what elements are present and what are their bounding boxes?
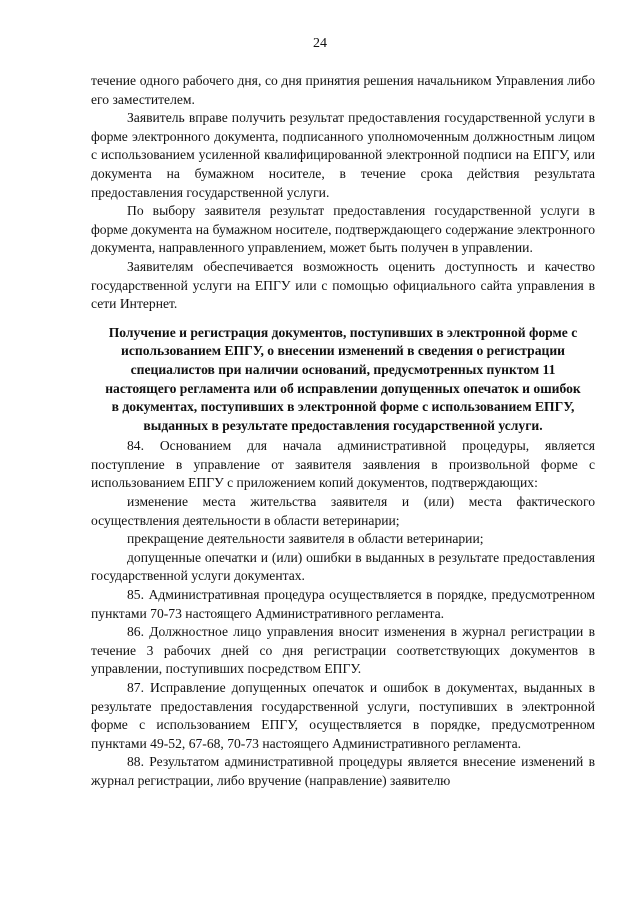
paragraph: 86. Должностное лицо управления вносит изменения в журнал регистрации в течение 3 рабочих дней со дня регистрации соответствующих документов в управлении, поступивших посредством ЕПГУ. (91, 624, 595, 677)
page-number: 24 (313, 36, 327, 51)
paragraphs-after (91, 437, 595, 790)
paragraph: 85. Административная процедура осуществляется в порядке, предусмотренном пунктами 70-73 настоящего Административного регламента. (91, 587, 595, 621)
paragraph: прекращение деятельности заявителя в области ветеринарии; (127, 531, 484, 547)
paragraph: допущенные опечатки и (или) ошибки в выданных в результате предоставления государственной услуги документах. (91, 549, 595, 584)
paragraph: 88. Результатом административной процедуры является внесение изменений в журнал регистрации, либо вручение (направление) заявителю (91, 754, 595, 788)
paragraph: изменение места жительства заявителя и (или) места фактического осуществления деятельности в области ветеринарии; (91, 494, 595, 528)
paragraph: Заявителям обеспечивается возможность оценить доступность и качество государственной услуги на ЕПГУ или с помощью официального сайта управления в сети Интернет. (91, 258, 595, 312)
paragraph: 87. Исправление допущенных опечаток и ошибок в документах, выданных в результате предоставления государственной услуги, поступивших в электронной форме с использованием ЕПГУ, осуществляется в порядке, предусмотренном пунктами 49-52, 67-68, 70-73 настоящего Административного регламента. (91, 680, 595, 751)
document-body (91, 72, 595, 791)
paragraphs-before (91, 72, 595, 314)
paragraph: Заявитель вправе получить результат предоставления государственной услуги в форме электронного документа, подписанного уполномоченным должностным лицом с использованием усиленной квалифицированной электронной подписи на ЕПГУ, или документа на бумажном носителе, в течение срока действия результата предоставления государственной услуги. (91, 110, 595, 200)
section-heading: Получение и регистрация документов, поступивших в электронной форме с использованием ЕПГУ, о внесении изменений в сведения о регистрации специалистов при наличии оснований, предусмотренных пунктом 11 настоящего регламента или об исправлении допущенных опечаток и ошибок в документах, поступивших в электронной форме с использованием ЕПГУ, выданных в результате предоставления государственной услуги. (105, 324, 581, 433)
paragraph: течение одного рабочего дня, со дня принятия решения начальником Управления либо его заместителем. (91, 73, 595, 107)
paragraph: 84. Основанием для начала административной процедуры, является поступление в управление от заявителя заявления в произвольной форме с использованием ЕПГУ с приложением копий документов, подтверждающих: (91, 438, 595, 491)
paragraph: По выбору заявителя результат предоставления государственной услуги в форме документа на бумажном носителе, подтверждающего содержание электронного документа, направленного управлением, может быть получен в управлении. (91, 203, 595, 256)
